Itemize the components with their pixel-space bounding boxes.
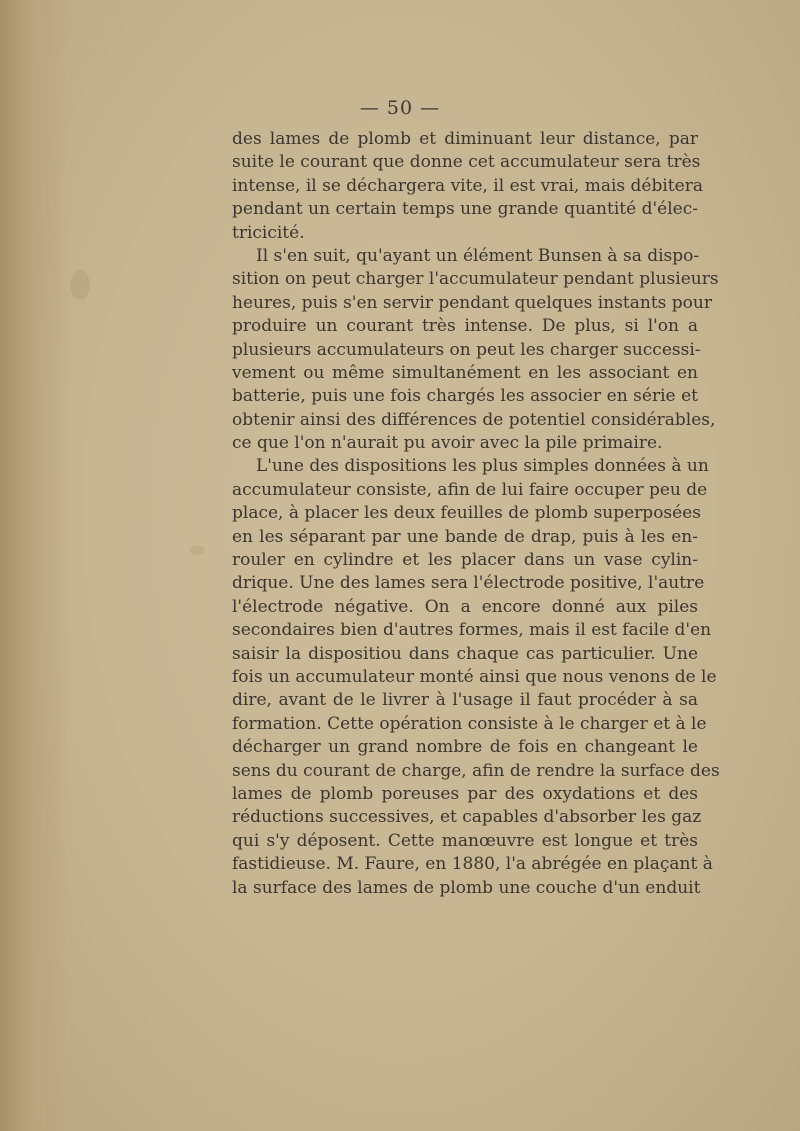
paper-stain	[190, 545, 204, 555]
text-line: ce que l'on n'aurait pu avoir avec la pile primaire.	[232, 433, 663, 454]
text-line: formation. Cette opération consiste à le charger et à le	[232, 713, 707, 734]
text-line: suite le courant que donne cet accumulateur sera très	[232, 152, 701, 173]
text-line: batterie, puis une fois chargés les associer en série et	[232, 386, 698, 407]
text-line: obtenir ainsi des différences de potentiel considérables,	[232, 409, 716, 430]
page-edge-shadow	[0, 0, 70, 1131]
text-line: décharger un grand nombre de fois en changeant le	[232, 737, 698, 758]
text-line: lames de plomb poreuses par des oxydations et des	[232, 783, 698, 804]
page-number-header: — 50 —	[359, 97, 441, 119]
text-line: l'électrode négative. On a encore donné aux piles	[232, 596, 698, 617]
text-line: qui s'y déposent. Cette manœuvre est longue et très	[232, 830, 698, 851]
text-line: vement ou même simultanément en les associant en	[232, 362, 698, 383]
paper-stain	[70, 270, 90, 300]
text-line: place, à placer les deux feuilles de plomb superposées	[232, 503, 701, 524]
text-line: Il s'en suit, qu'ayant un élément Bunsen à sa dispo-	[256, 245, 700, 266]
text-line: en les séparant par une bande de drap, puis à les en-	[232, 526, 698, 547]
text-line: fastidieuse. M. Faure, en 1880, l'a abrégée en plaçant à	[232, 854, 713, 875]
text-line: accumulateur consiste, afin de lui faire occuper peu de	[232, 479, 708, 500]
text-line: plusieurs accumulateurs on peut les charger successi-	[232, 339, 701, 360]
text-line: pendant un certain temps une grande quantité d'élec-	[232, 199, 698, 220]
text-line: produire un courant très intense. De plus, si l'on a	[232, 316, 698, 337]
text-line: drique. Une des lames sera l'électrode positive, l'autre	[232, 573, 705, 594]
body-text	[232, 128, 720, 900]
text-line: dire, avant de le livrer à l'usage il faut procéder à sa	[232, 690, 698, 711]
text-line: des lames de plomb et diminuant leur distance, par	[232, 129, 698, 149]
text-line: secondaires bien d'autres formes, mais il est facile d'en	[232, 620, 712, 641]
text-line: la surface des lames de plomb une couche d'un enduit	[232, 877, 701, 898]
text-line: réductions successives, et capables d'absorber les gaz	[232, 807, 702, 828]
text-line: sens du courant de charge, afin de rendre la surface des	[232, 760, 720, 781]
text-line: intense, il se déchargera vite, il est vrai, mais débitera	[232, 175, 703, 196]
text-line: heures, puis s'en servir pendant quelques instants pour	[232, 292, 712, 313]
text-line: saisir la dispositiou dans chaque cas particulier. Une	[232, 643, 698, 664]
text-line: rouler en cylindre et les placer dans un vase cylin-	[232, 550, 698, 571]
text-line: tricicité.	[232, 222, 305, 243]
text-line: L'une des dispositions les plus simples données à un	[256, 456, 709, 477]
text-line: fois un accumulateur monté ainsi que nous venons de le	[232, 666, 717, 687]
text-line: sition on peut charger l'accumulateur pendant plusieurs	[232, 269, 719, 290]
